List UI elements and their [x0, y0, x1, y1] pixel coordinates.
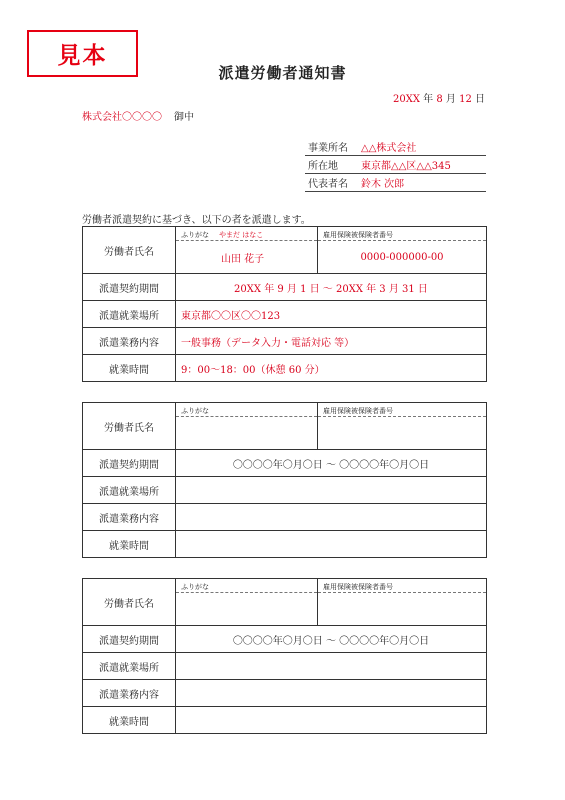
insurance-number-label: 雇用保険被保険者番号 — [318, 227, 486, 241]
location-label: 派遣就業場所 — [83, 653, 176, 680]
employer-value: 東京都△△区△△345 — [358, 156, 486, 174]
period-label: 派遣契約期間 — [83, 450, 176, 477]
insurance-number-value — [318, 593, 486, 625]
document-title: 派遣労働者通知書 — [218, 64, 347, 82]
worker-name-value: 山田 花子 — [221, 253, 265, 265]
location-row — [83, 477, 487, 504]
worker-name-label: 労働者氏名 — [83, 227, 176, 274]
content-label: 派遣業務内容 — [83, 328, 176, 355]
employer-info — [305, 138, 486, 192]
hours-label: 就業時間 — [83, 355, 176, 382]
employer-row — [305, 174, 486, 192]
worker-name-cell[interactable] — [176, 579, 318, 626]
furigana-label: ふりがな — [181, 407, 209, 415]
insurance-number-value — [318, 417, 486, 449]
period-label: 派遣契約期間 — [83, 274, 176, 301]
name-row — [83, 227, 487, 274]
period-row — [83, 626, 487, 653]
worker-block-3 — [82, 578, 487, 734]
content-value[interactable]: 一般事務（データ入力・電話対応 等） — [176, 328, 487, 355]
date-year-suffix: 年 — [423, 94, 434, 105]
issue-date — [393, 90, 485, 105]
hours-row — [83, 707, 487, 734]
worker-name-value — [176, 417, 317, 449]
insurance-number-value: 0000-000000-00 — [360, 251, 444, 263]
hours-label: 就業時間 — [83, 531, 176, 558]
period-value[interactable]: 20XX 年 9 月 1 日 〜 20XX 年 3 月 31 日 — [176, 274, 487, 301]
hours-value[interactable]: 9：00〜18：00（休憩 60 分） — [176, 355, 487, 382]
addressee-company: 株式会社〇〇〇〇 — [82, 112, 162, 123]
furigana-label: ふりがな — [181, 231, 209, 239]
employer-label: 所在地 — [305, 156, 358, 174]
date-day: 12 — [459, 94, 472, 105]
date-day-suffix: 日 — [475, 94, 485, 105]
period-row — [83, 450, 487, 477]
employer-row — [305, 138, 486, 156]
sample-stamp: 見本 — [27, 30, 138, 77]
content-row — [83, 328, 487, 355]
worker-name-label: 労働者氏名 — [83, 403, 176, 450]
insurance-number-cell[interactable] — [318, 403, 487, 450]
location-value[interactable]: 東京都〇〇区〇〇123 — [176, 301, 487, 328]
content-value[interactable] — [176, 504, 487, 531]
worker-name-value — [176, 593, 317, 625]
insurance-number-cell[interactable] — [318, 579, 487, 626]
worker-name-cell[interactable] — [176, 227, 318, 274]
location-row — [83, 653, 487, 680]
worker-name-cell[interactable] — [176, 403, 318, 450]
employer-label: 事業所名 — [305, 138, 358, 156]
insurance-number-label: 雇用保険被保険者番号 — [318, 403, 486, 417]
worker-name-label: 労働者氏名 — [83, 579, 176, 626]
employer-value: 鈴木 次郎 — [358, 174, 486, 192]
intro-text: 労働者派遣契約に基づき、以下の者を派遣します。 — [82, 215, 311, 226]
location-value[interactable] — [176, 653, 487, 680]
content-row — [83, 504, 487, 531]
hours-label: 就業時間 — [83, 707, 176, 734]
period-label: 派遣契約期間 — [83, 626, 176, 653]
location-row — [83, 301, 487, 328]
hours-value[interactable] — [176, 531, 487, 558]
content-value[interactable] — [176, 680, 487, 707]
name-row — [83, 579, 487, 626]
period-value[interactable]: 〇〇〇〇年〇月〇日 〜 〇〇〇〇年〇月〇日 — [176, 450, 487, 477]
location-label: 派遣就業場所 — [83, 477, 176, 504]
name-row — [83, 403, 487, 450]
content-label: 派遣業務内容 — [83, 680, 176, 707]
hours-row — [83, 531, 487, 558]
date-year: 20XX — [392, 94, 420, 105]
employer-row — [305, 156, 486, 174]
hours-row — [83, 355, 487, 382]
addressee-honorific: 御中 — [174, 112, 194, 123]
location-label: 派遣就業場所 — [83, 301, 176, 328]
employer-value: △△株式会社 — [358, 138, 486, 156]
location-value[interactable] — [176, 477, 487, 504]
insurance-number-cell[interactable] — [318, 227, 487, 274]
addressee — [82, 108, 194, 123]
worker-block-2 — [82, 402, 487, 558]
worker-block-1 — [82, 226, 487, 382]
period-value[interactable]: 〇〇〇〇年〇月〇日 〜 〇〇〇〇年〇月〇日 — [176, 626, 487, 653]
content-row — [83, 680, 487, 707]
content-label: 派遣業務内容 — [83, 504, 176, 531]
furigana-label: ふりがな — [181, 583, 209, 591]
date-month-suffix: 月 — [445, 94, 456, 105]
insurance-number-label: 雇用保険被保険者番号 — [318, 579, 486, 593]
employer-label: 代表者名 — [305, 174, 358, 192]
hours-value[interactable] — [176, 707, 487, 734]
furigana-value: やまだ はなこ — [219, 231, 264, 239]
period-row — [83, 274, 487, 301]
date-month: 8 — [436, 94, 443, 105]
